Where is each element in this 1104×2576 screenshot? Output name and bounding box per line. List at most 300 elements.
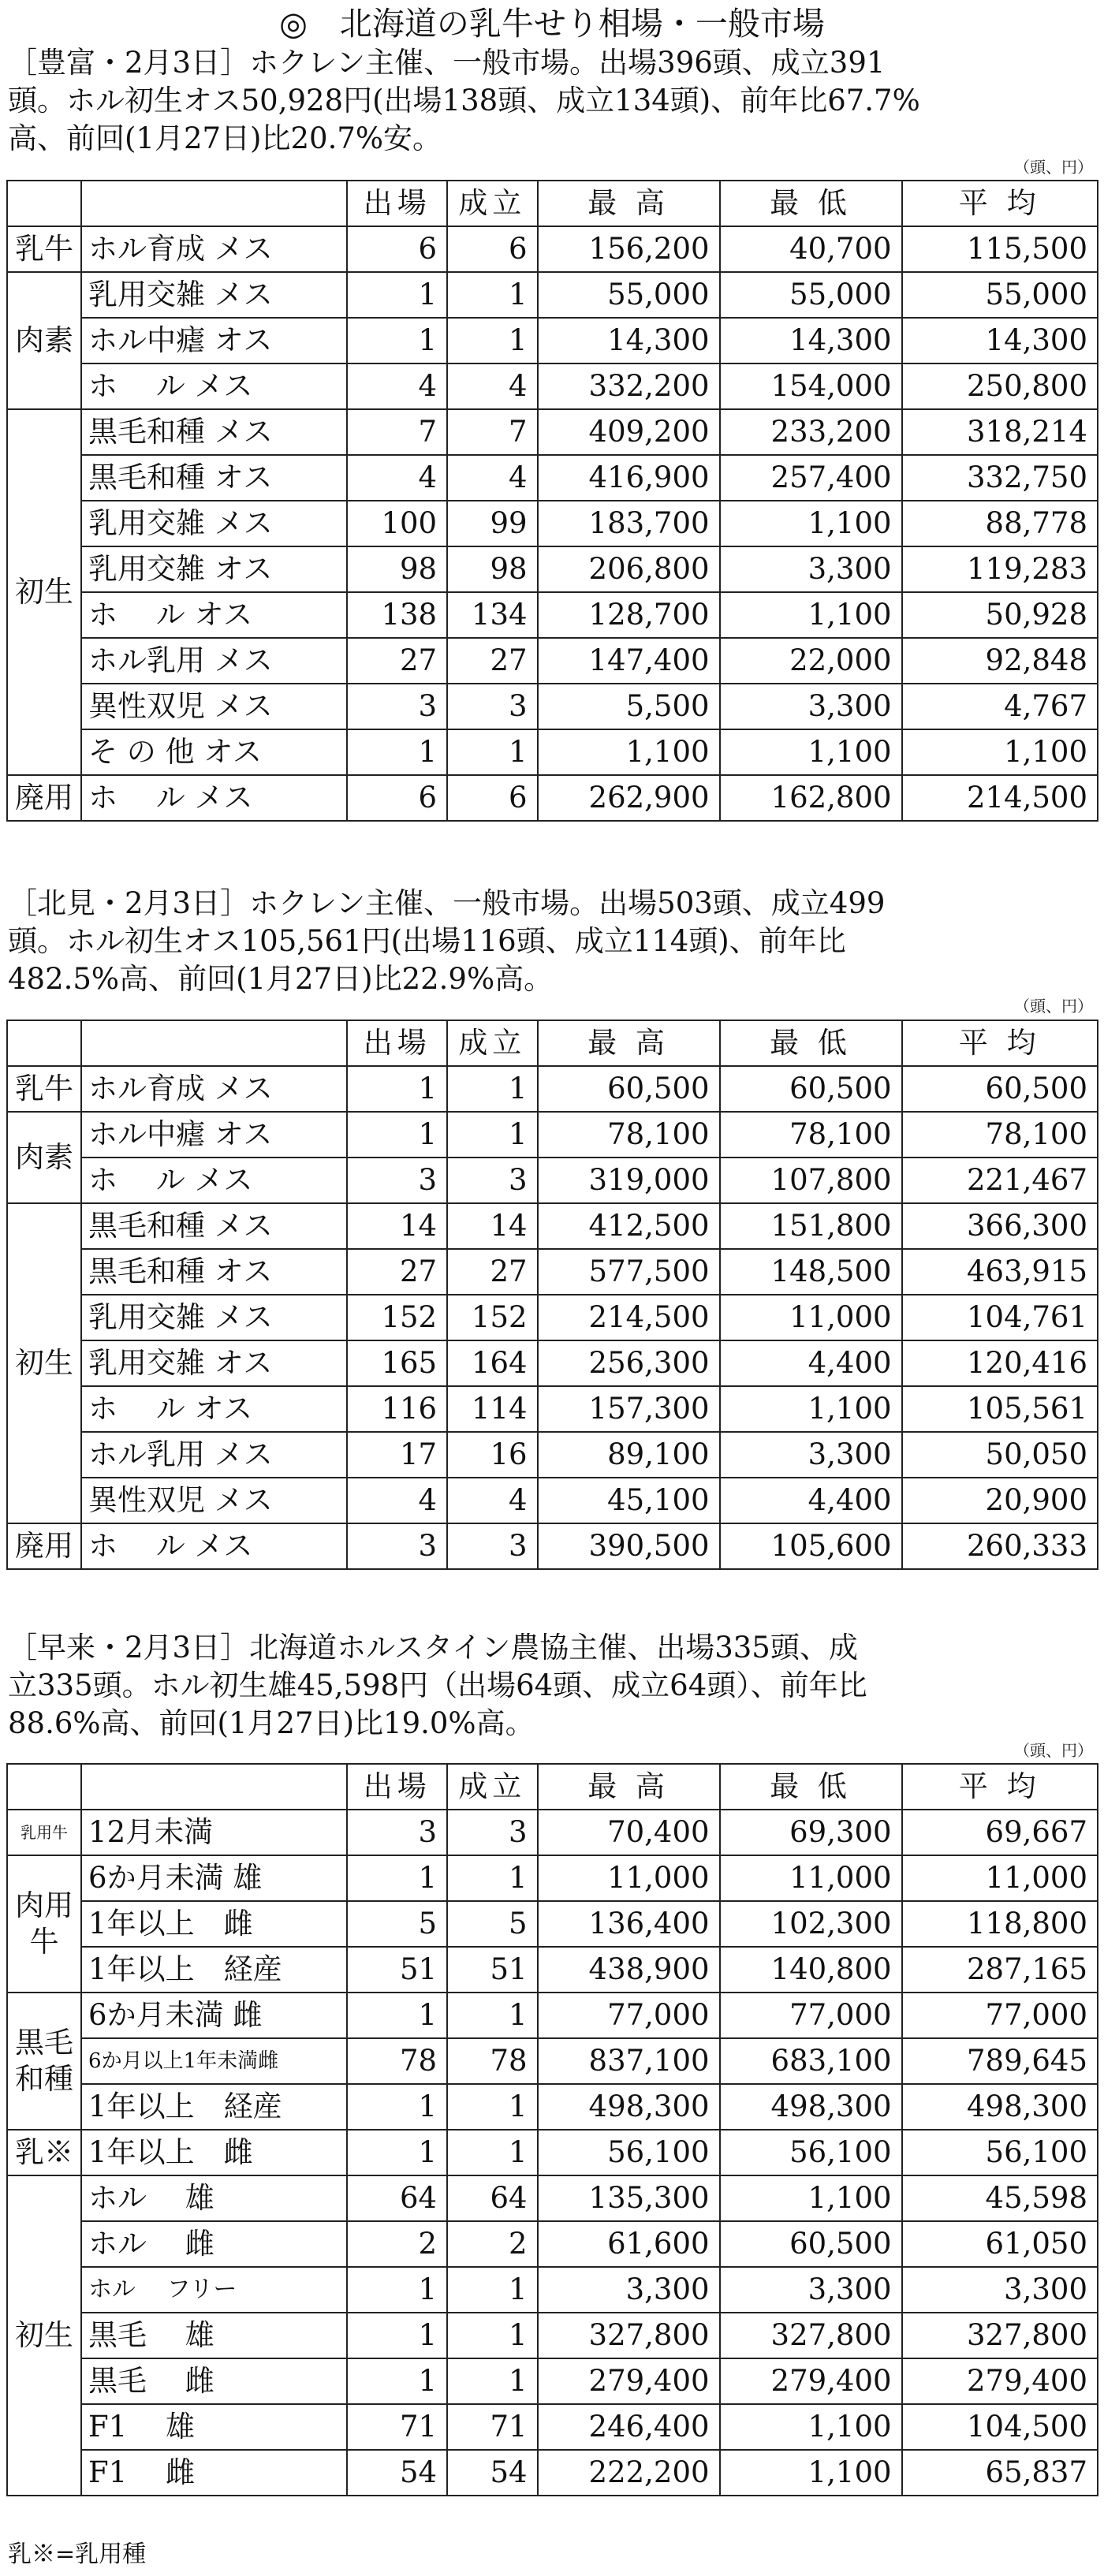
table-row: [7, 2221, 1098, 2267]
cell-max: 136,400: [538, 1901, 720, 1947]
row-label: 異性双児 メス: [81, 684, 347, 729]
cell-n: 1: [347, 272, 447, 318]
cell-min: 1,100: [720, 2175, 902, 2221]
cell-min: 257,400: [720, 455, 902, 501]
cell-max: 147,400: [538, 638, 720, 684]
cell-max: 157,300: [538, 1386, 720, 1432]
cell-n: 100: [347, 501, 447, 546]
cell-avg: 279,400: [902, 2358, 1098, 2404]
cell-n: 138: [347, 592, 447, 638]
cell-avg: 214,500: [902, 775, 1098, 821]
row-label: ホ ル メス: [81, 1158, 347, 1203]
cell-min: 683,100: [720, 2038, 902, 2084]
cell-s: 134: [447, 592, 537, 638]
cell-max: 135,300: [538, 2175, 720, 2221]
table-row: [7, 1203, 1098, 1249]
cell-s: 1: [447, 1066, 537, 1112]
row-label: 6か月以上1年未満雌: [81, 2038, 347, 2084]
row-label: ホル 雄: [81, 2175, 347, 2221]
row-label: F1 雄: [81, 2404, 347, 2450]
cell-avg: 318,214: [902, 409, 1098, 455]
cell-min: 498,300: [720, 2084, 902, 2130]
column-header: [7, 1764, 81, 1810]
cell-s: 152: [447, 1295, 537, 1340]
cell-min: 40,700: [720, 226, 902, 272]
cell-max: 412,500: [538, 1203, 720, 1249]
row-label: 黒毛和種 メス: [81, 1203, 347, 1249]
cell-n: 1: [347, 2313, 447, 2358]
cell-avg: 4,767: [902, 684, 1098, 729]
cell-n: 3: [347, 1810, 447, 1855]
category-cell: 肉素: [7, 272, 81, 409]
cell-max: 390,500: [538, 1523, 720, 1569]
cell-max: 214,500: [538, 1295, 720, 1340]
cell-min: 1,100: [720, 2404, 902, 2450]
column-header: 出場: [347, 181, 447, 226]
row-label: 12月未満: [81, 1810, 347, 1855]
cell-min: 22,000: [720, 638, 902, 684]
cell-s: 27: [447, 638, 537, 684]
cell-n: 6: [347, 226, 447, 272]
row-label: 黒毛和種 オス: [81, 1249, 347, 1295]
row-label: 乳用交雑 メス: [81, 272, 347, 318]
row-label: ホル中瘧 オス: [81, 1112, 347, 1158]
cell-avg: 287,165: [902, 1947, 1098, 1993]
category-cell: 初生: [7, 1203, 81, 1523]
cell-max: 77,000: [538, 1993, 720, 2038]
cell-avg: 14,300: [902, 318, 1098, 363]
cell-min: 77,000: [720, 1993, 902, 2038]
cell-s: 1: [447, 2130, 537, 2175]
cell-s: 1: [447, 2358, 537, 2404]
cell-avg: 105,561: [902, 1386, 1098, 1432]
cell-avg: 69,667: [902, 1810, 1098, 1855]
cell-max: 11,000: [538, 1855, 720, 1901]
cell-avg: 463,915: [902, 1249, 1098, 1295]
cell-max: 246,400: [538, 2404, 720, 2450]
cell-avg: 250,800: [902, 363, 1098, 409]
column-header: 最 低: [720, 1020, 902, 1066]
unit-label: （頭、円）: [1014, 1741, 1093, 1760]
cell-avg: 327,800: [902, 2313, 1098, 2358]
table-row: [7, 1386, 1098, 1432]
cell-avg: 104,761: [902, 1295, 1098, 1340]
cell-min: 69,300: [720, 1810, 902, 1855]
cell-min: 60,500: [720, 2221, 902, 2267]
table-row: [7, 729, 1098, 775]
cell-n: 1: [347, 1066, 447, 1112]
cell-max: 45,100: [538, 1478, 720, 1523]
cell-n: 64: [347, 2175, 447, 2221]
cell-n: 165: [347, 1340, 447, 1386]
cell-avg: 118,800: [902, 1901, 1098, 1947]
unit-label: （頭、円）: [1014, 158, 1093, 177]
cell-min: 107,800: [720, 1158, 902, 1203]
table-row: [7, 1901, 1098, 1947]
category-cell: 乳牛: [7, 1066, 81, 1112]
cell-avg: 498,300: [902, 2084, 1098, 2130]
table-row: [7, 2175, 1098, 2221]
cell-s: 16: [447, 1432, 537, 1478]
column-header: [7, 1020, 81, 1066]
cell-n: 3: [347, 1523, 447, 1569]
table-row: [7, 1432, 1098, 1478]
table-row: [7, 2084, 1098, 2130]
table-row: [7, 1523, 1098, 1569]
table-row: [7, 501, 1098, 546]
cell-n: 1: [347, 1112, 447, 1158]
cell-max: 61,600: [538, 2221, 720, 2267]
cell-n: 1: [347, 729, 447, 775]
cell-min: 140,800: [720, 1947, 902, 1993]
cell-max: 128,700: [538, 592, 720, 638]
cell-s: 64: [447, 2175, 537, 2221]
cell-max: 5,500: [538, 684, 720, 729]
column-header: [81, 1764, 347, 1810]
cell-n: 1: [347, 2130, 447, 2175]
cell-min: 233,200: [720, 409, 902, 455]
category-cell: 廃用: [7, 775, 81, 821]
row-label: ホ ル メス: [81, 775, 347, 821]
cell-max: 498,300: [538, 2084, 720, 2130]
cell-min: 1,100: [720, 592, 902, 638]
cell-s: 4: [447, 455, 537, 501]
cell-max: 3,300: [538, 2267, 720, 2313]
table-row: [7, 455, 1098, 501]
table-row: [7, 2038, 1098, 2084]
row-label: そ の 他 オス: [81, 729, 347, 775]
category-cell: 肉素: [7, 1112, 81, 1203]
row-label: ホル中瘧 オス: [81, 318, 347, 363]
cell-min: 3,300: [720, 684, 902, 729]
row-label: 乳用交雑 メス: [81, 1295, 347, 1340]
cell-n: 27: [347, 1249, 447, 1295]
cell-avg: 55,000: [902, 272, 1098, 318]
cell-n: 1: [347, 2084, 447, 2130]
row-label: 6か月未満 雄: [81, 1855, 347, 1901]
cell-n: 1: [347, 2358, 447, 2404]
cell-min: 4,400: [720, 1478, 902, 1523]
table-row: [7, 1993, 1098, 2038]
cell-min: 102,300: [720, 1901, 902, 1947]
cell-avg: 61,050: [902, 2221, 1098, 2267]
column-header: [81, 181, 347, 226]
cell-max: 222,200: [538, 2450, 720, 2496]
cell-min: 14,300: [720, 318, 902, 363]
cell-s: 7: [447, 409, 537, 455]
cell-min: 1,100: [720, 2450, 902, 2496]
cell-s: 1: [447, 729, 537, 775]
table-row: [7, 638, 1098, 684]
cell-avg: 3,300: [902, 2267, 1098, 2313]
cell-s: 1: [447, 2084, 537, 2130]
kitami-table: [6, 1020, 1098, 1570]
kitami-summary: ［北見・2月3日］ホクレン主催、一般市場。出場503頭、成立499 頭。ホル初生オス105,561円(出場116頭、成立114頭)、前年比 482.5%高、前回(1月27日)比22.9%高。: [8, 886, 886, 996]
column-header: 最 低: [720, 1764, 902, 1810]
row-label: ホル育成 メス: [81, 1066, 347, 1112]
cell-min: 1,100: [720, 501, 902, 546]
cell-s: 1: [447, 1112, 537, 1158]
table-row: [7, 318, 1098, 363]
cell-max: 319,000: [538, 1158, 720, 1203]
cell-max: 262,900: [538, 775, 720, 821]
cell-s: 3: [447, 1158, 537, 1203]
cell-min: 148,500: [720, 1249, 902, 1295]
column-header: [7, 181, 81, 226]
cell-avg: 1,100: [902, 729, 1098, 775]
cell-avg: 88,778: [902, 501, 1098, 546]
cell-avg: 56,100: [902, 2130, 1098, 2175]
cell-min: 154,000: [720, 363, 902, 409]
footnote: 乳※=乳用種: [8, 2541, 147, 2568]
cell-avg: 50,050: [902, 1432, 1098, 1478]
toyotomi-summary: ［豊富・2月3日］ホクレン主催、一般市場。出場396頭、成立391 頭。ホル初生オス50,928円(出場138頭、成立134頭)、前年比67.7% 高、前回(1月27日)比20.7%安。: [8, 46, 920, 155]
cell-min: 4,400: [720, 1340, 902, 1386]
cell-avg: 77,000: [902, 1993, 1098, 2038]
cell-min: 11,000: [720, 1295, 902, 1340]
header-row: [7, 1764, 1098, 1810]
cell-s: 5: [447, 1901, 537, 1947]
table-row: [7, 1066, 1098, 1112]
cell-max: 837,100: [538, 2038, 720, 2084]
cell-n: 2: [347, 2221, 447, 2267]
cell-avg: 120,416: [902, 1340, 1098, 1386]
row-label: 乳用交雑 オス: [81, 546, 347, 592]
cell-max: 438,900: [538, 1947, 720, 1993]
category-cell: 廃用: [7, 1523, 81, 1569]
row-label: 黒毛 雄: [81, 2313, 347, 2358]
table-row: [7, 775, 1098, 821]
table-row: [7, 1478, 1098, 1523]
cell-min: 327,800: [720, 2313, 902, 2358]
cell-max: 56,100: [538, 2130, 720, 2175]
table-row: [7, 592, 1098, 638]
cell-n: 3: [347, 684, 447, 729]
cell-s: 27: [447, 1249, 537, 1295]
cell-n: 4: [347, 1478, 447, 1523]
category-cell: 黒毛和種: [7, 1993, 81, 2130]
table-row: [7, 1855, 1098, 1901]
cell-n: 14: [347, 1203, 447, 1249]
cell-s: 78: [447, 2038, 537, 2084]
cell-n: 1: [347, 1993, 447, 2038]
cell-min: 3,300: [720, 2267, 902, 2313]
row-label: ホル育成 メス: [81, 226, 347, 272]
cell-n: 5: [347, 1901, 447, 1947]
cell-n: 1: [347, 2267, 447, 2313]
row-label: 異性双児 メス: [81, 1478, 347, 1523]
hayakita-summary: ［早来・2月3日］北海道ホルスタイン農協主催、出場335頭、成 立335頭。ホル初生雄45,598円（出場64頭、成立64頭）、前年比 88.6%高、前回(1月27日)比19.0%高。: [8, 1631, 867, 1740]
cell-max: 156,200: [538, 226, 720, 272]
cell-n: 6: [347, 775, 447, 821]
cell-s: 51: [447, 1947, 537, 1993]
table-row: [7, 2358, 1098, 2404]
cell-min: 1,100: [720, 729, 902, 775]
cell-avg: 789,645: [902, 2038, 1098, 2084]
cell-s: 54: [447, 2450, 537, 2496]
cell-max: 332,200: [538, 363, 720, 409]
cell-max: 327,800: [538, 2313, 720, 2358]
cell-n: 4: [347, 455, 447, 501]
cell-s: 2: [447, 2221, 537, 2267]
table-row: [7, 363, 1098, 409]
cell-avg: 366,300: [902, 1203, 1098, 1249]
column-header: 出場: [347, 1764, 447, 1810]
cell-s: 6: [447, 226, 537, 272]
cell-max: 577,500: [538, 1249, 720, 1295]
cell-min: 279,400: [720, 2358, 902, 2404]
cell-avg: 45,598: [902, 2175, 1098, 2221]
cell-min: 78,100: [720, 1112, 902, 1158]
cell-s: 99: [447, 501, 537, 546]
cell-avg: 78,100: [902, 1112, 1098, 1158]
column-header: 出場: [347, 1020, 447, 1066]
table-row: [7, 2313, 1098, 2358]
cell-s: 1: [447, 318, 537, 363]
column-header: 最 高: [538, 1764, 720, 1810]
table-row: [7, 1249, 1098, 1295]
column-header: 最 高: [538, 181, 720, 226]
cell-n: 4: [347, 363, 447, 409]
row-label: ホ ル メス: [81, 363, 347, 409]
cell-s: 1: [447, 1993, 537, 2038]
column-header: 平 均: [902, 1020, 1098, 1066]
cell-s: 98: [447, 546, 537, 592]
cell-s: 3: [447, 684, 537, 729]
row-label: 黒毛 雌: [81, 2358, 347, 2404]
row-label: 1年以上 雌: [81, 1901, 347, 1947]
row-label: ホル 雌: [81, 2221, 347, 2267]
cell-max: 416,900: [538, 455, 720, 501]
page-title: ◎ 北海道の乳牛せり相場・一般市場: [279, 5, 825, 43]
cell-s: 1: [447, 1855, 537, 1901]
row-label: 6か月未満 雌: [81, 1993, 347, 2038]
table-row: [7, 409, 1098, 455]
table-row: [7, 1340, 1098, 1386]
cell-avg: 20,900: [902, 1478, 1098, 1523]
column-header: 成立: [447, 1020, 537, 1066]
row-label: ホ ル オス: [81, 592, 347, 638]
cell-max: 55,000: [538, 272, 720, 318]
category-cell: 乳牛: [7, 226, 81, 272]
column-header: 最 低: [720, 181, 902, 226]
hayakita-table: [6, 1763, 1098, 2496]
cell-s: 1: [447, 2313, 537, 2358]
cell-s: 114: [447, 1386, 537, 1432]
row-label: ホル フリー: [81, 2267, 347, 2313]
cell-min: 55,000: [720, 272, 902, 318]
column-header: [81, 1020, 347, 1066]
cell-min: 3,300: [720, 546, 902, 592]
row-label: 1年以上 経産: [81, 2084, 347, 2130]
row-label: ホ ル メス: [81, 1523, 347, 1569]
row-label: ホル乳用 メス: [81, 638, 347, 684]
unit-label: （頭、円）: [1014, 997, 1093, 1016]
cell-avg: 60,500: [902, 1066, 1098, 1112]
cell-avg: 104,500: [902, 2404, 1098, 2450]
cell-max: 14,300: [538, 318, 720, 363]
cell-max: 78,100: [538, 1112, 720, 1158]
table-row: [7, 2450, 1098, 2496]
cell-avg: 11,000: [902, 1855, 1098, 1901]
cell-s: 4: [447, 363, 537, 409]
category-cell: 初生: [7, 2175, 81, 2496]
cell-max: 256,300: [538, 1340, 720, 1386]
table-row: [7, 272, 1098, 318]
cell-avg: 221,467: [902, 1158, 1098, 1203]
category-cell: 乳※: [7, 2130, 81, 2175]
table-row: [7, 1295, 1098, 1340]
cell-avg: 65,837: [902, 2450, 1098, 2496]
cell-n: 71: [347, 2404, 447, 2450]
cell-s: 6: [447, 775, 537, 821]
header-row: [7, 181, 1098, 226]
cell-n: 51: [347, 1947, 447, 1993]
cell-s: 3: [447, 1523, 537, 1569]
row-label: 黒毛和種 メス: [81, 409, 347, 455]
cell-n: 1: [347, 318, 447, 363]
cell-max: 409,200: [538, 409, 720, 455]
table-row: [7, 1158, 1098, 1203]
table-row: [7, 1947, 1098, 1993]
cell-min: 105,600: [720, 1523, 902, 1569]
cell-min: 3,300: [720, 1432, 902, 1478]
cell-s: 1: [447, 2267, 537, 2313]
cell-s: 1: [447, 272, 537, 318]
cell-min: 162,800: [720, 775, 902, 821]
table-row: [7, 2404, 1098, 2450]
category-cell: 肉用牛: [7, 1855, 81, 1993]
cell-max: 279,400: [538, 2358, 720, 2404]
row-label: ホル乳用 メス: [81, 1432, 347, 1478]
cell-min: 151,800: [720, 1203, 902, 1249]
column-header: 成立: [447, 181, 537, 226]
cell-n: 116: [347, 1386, 447, 1432]
cell-avg: 332,750: [902, 455, 1098, 501]
cell-max: 1,100: [538, 729, 720, 775]
cell-s: 164: [447, 1340, 537, 1386]
cell-max: 60,500: [538, 1066, 720, 1112]
cell-min: 11,000: [720, 1855, 902, 1901]
table-row: [7, 226, 1098, 272]
row-label: ホ ル オス: [81, 1386, 347, 1432]
toyotomi-table: [6, 180, 1098, 822]
cell-s: 71: [447, 2404, 537, 2450]
cell-min: 1,100: [720, 1386, 902, 1432]
cell-n: 3: [347, 1158, 447, 1203]
cell-max: 183,700: [538, 501, 720, 546]
column-header: 成立: [447, 1764, 537, 1810]
table-row: [7, 2267, 1098, 2313]
column-header: 平 均: [902, 1764, 1098, 1810]
cell-n: 98: [347, 546, 447, 592]
row-label: 1年以上 雌: [81, 2130, 347, 2175]
column-header: 平 均: [902, 181, 1098, 226]
cell-min: 56,100: [720, 2130, 902, 2175]
table-row: [7, 684, 1098, 729]
cell-n: 17: [347, 1432, 447, 1478]
cell-avg: 50,928: [902, 592, 1098, 638]
cell-avg: 260,333: [902, 1523, 1098, 1569]
cell-n: 152: [347, 1295, 447, 1340]
cell-s: 4: [447, 1478, 537, 1523]
cell-max: 206,800: [538, 546, 720, 592]
cell-avg: 92,848: [902, 638, 1098, 684]
header-row: [7, 1020, 1098, 1066]
table-row: [7, 1810, 1098, 1855]
cell-n: 7: [347, 409, 447, 455]
column-header: 最 高: [538, 1020, 720, 1066]
